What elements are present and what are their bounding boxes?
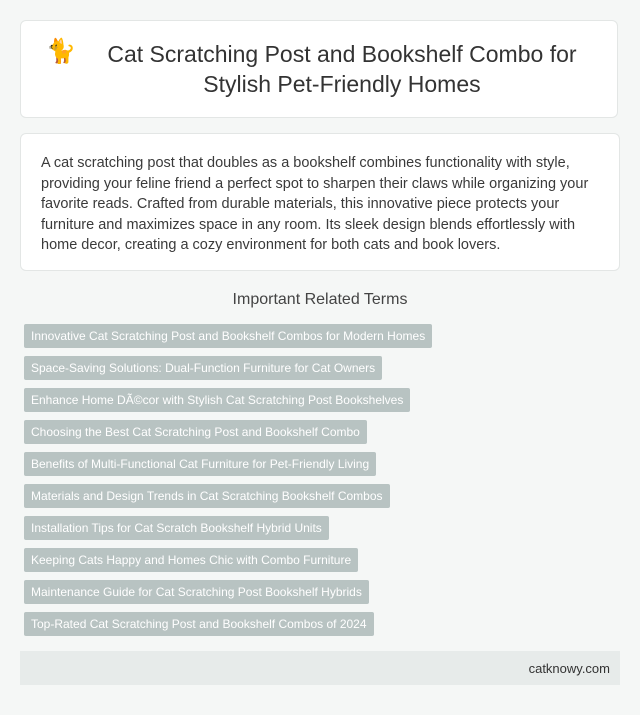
- title-card: [20, 20, 618, 118]
- related-term-tag[interactable]: Installation Tips for Cat Scratch Bookshelf Hybrid Units: [24, 516, 329, 540]
- related-term-tag[interactable]: Innovative Cat Scratching Post and Bookshelf Combos for Modern Homes: [24, 324, 432, 348]
- title-row: [39, 39, 599, 99]
- cat-icon: 🐈: [46, 38, 76, 65]
- related-term-tag[interactable]: Maintenance Guide for Cat Scratching Post Bookshelf Hybrids: [24, 580, 369, 604]
- related-term-tag[interactable]: Materials and Design Trends in Cat Scratching Bookshelf Combos: [24, 484, 390, 508]
- related-term-tag[interactable]: Benefits of Multi-Functional Cat Furniture for Pet-Friendly Living: [24, 452, 376, 476]
- related-term-tag[interactable]: Enhance Home DÃ©cor with Stylish Cat Scratching Post Bookshelves: [24, 388, 410, 412]
- related-term-tag[interactable]: Keeping Cats Happy and Homes Chic with Combo Furniture: [24, 548, 358, 572]
- related-terms-heading: Important Related Terms: [232, 291, 408, 308]
- footer-site-link[interactable]: catknowy.com: [528, 660, 610, 676]
- description-card: [20, 133, 620, 271]
- related-term-tag[interactable]: Space-Saving Solutions: Dual-Function Furniture for Cat Owners: [24, 356, 382, 380]
- page-title: Cat Scratching Post and Bookshelf Combo for Stylish Pet-Friendly Homes: [107, 41, 577, 97]
- related-term-tag[interactable]: Top-Rated Cat Scratching Post and Bookshelf Combos of 2024: [24, 612, 374, 636]
- related-term-tag[interactable]: Choosing the Best Cat Scratching Post and Bookshelf Combo: [24, 420, 367, 444]
- footer: [20, 651, 620, 685]
- description-text: A cat scratching post that doubles as a bookshelf combines functionality with style, providing your feline friend a perfect spot to sharpen their claws while organizing your favorite reads. Crafted from durable materials, this innovative piece protects your furniture and maximizes space in any room. Its sleek design blends effortlessly with home decor, creating a cozy environment for both cats and book lovers.: [41, 155, 589, 253]
- related-terms-list: [24, 324, 624, 644]
